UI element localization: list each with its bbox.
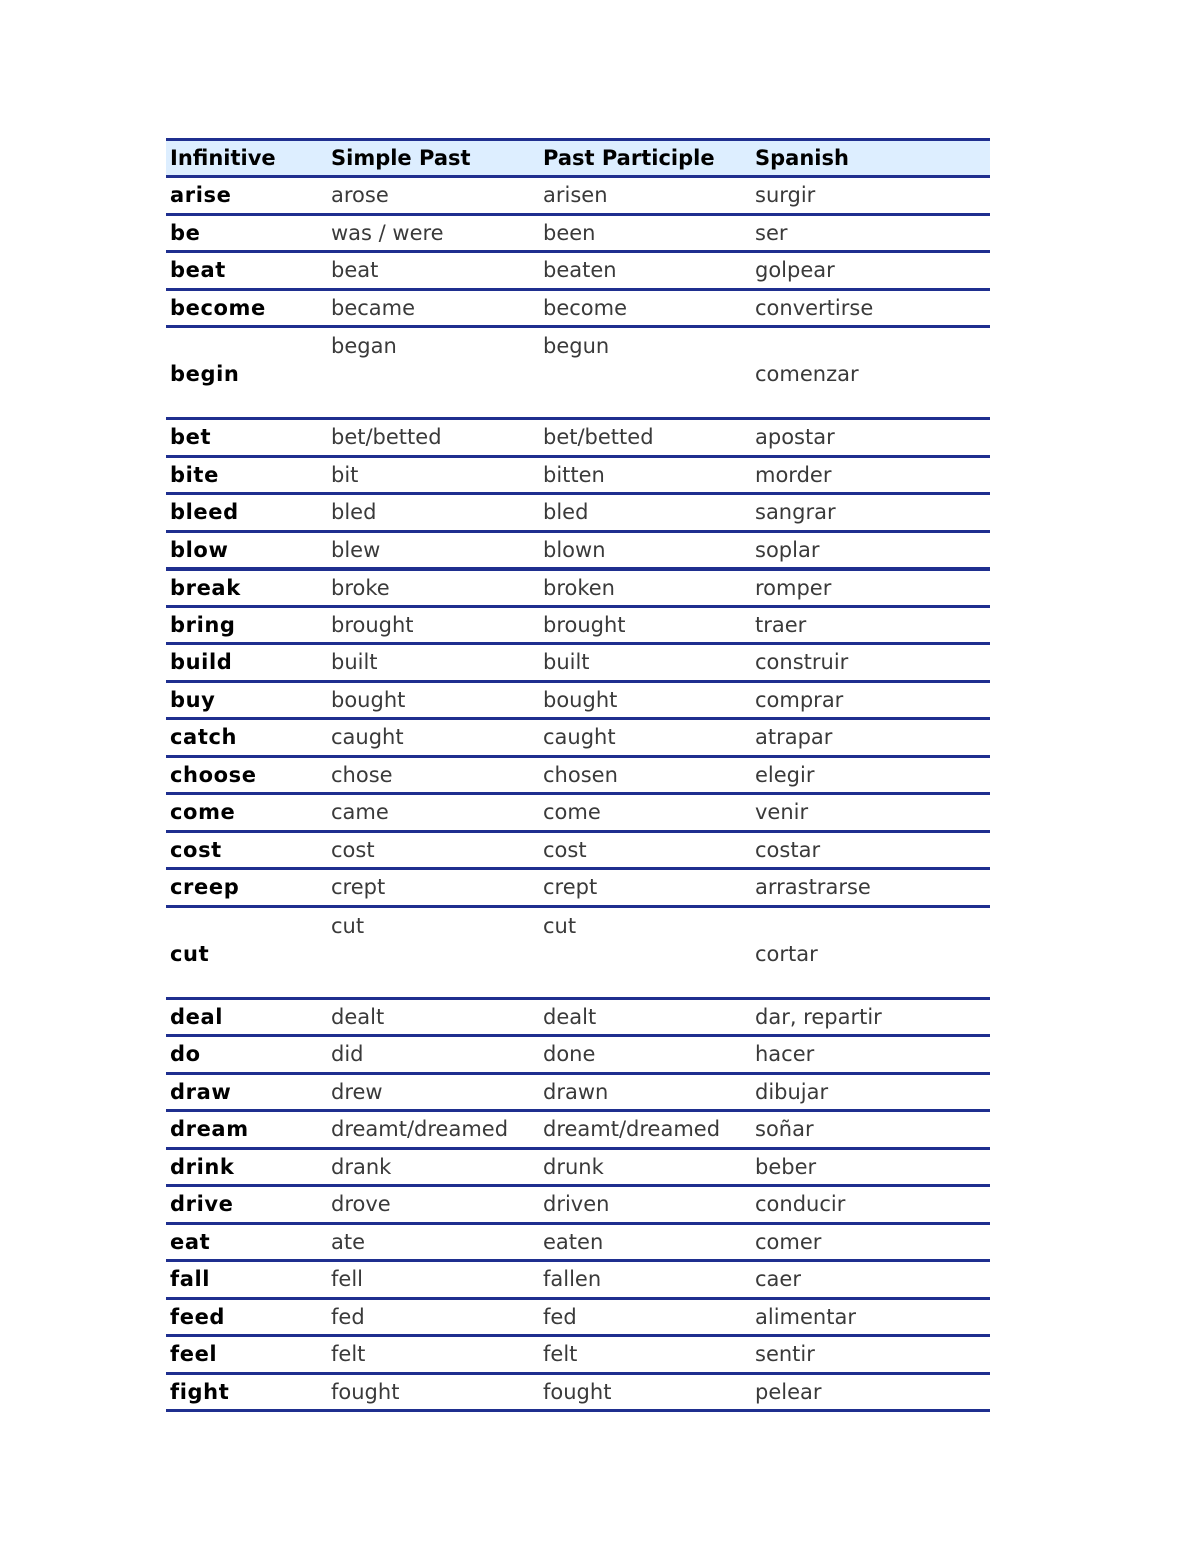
table-row (166, 252, 990, 290)
past-participle-cell: fed (539, 1298, 751, 1336)
simple-past-cell: built (327, 644, 539, 682)
simple-past-cell: began (327, 327, 539, 419)
infinitive-cell: catch (166, 719, 327, 757)
infinitive-cell: break (166, 569, 327, 607)
table-row (166, 1148, 990, 1186)
past-participle-cell: fallen (539, 1261, 751, 1299)
spanish-cell: ser (751, 214, 990, 252)
spanish-cell: dibujar (751, 1073, 990, 1111)
past-participle-cell: eaten (539, 1223, 751, 1261)
past-participle-cell: crept (539, 869, 751, 907)
spanish-cell: sangrar (751, 494, 990, 532)
simple-past-cell: crept (327, 869, 539, 907)
table-row (166, 719, 990, 757)
spanish-cell: comer (751, 1223, 990, 1261)
past-participle-cell: bitten (539, 456, 751, 494)
table-header (166, 140, 990, 177)
simple-past-cell: beat (327, 252, 539, 290)
infinitive-cell: arise (166, 177, 327, 215)
past-participle-cell: begun (539, 327, 751, 419)
simple-past-cell: became (327, 289, 539, 327)
infinitive-cell: fall (166, 1261, 327, 1299)
spanish-cell: apostar (751, 419, 990, 457)
simple-past-cell: blew (327, 531, 539, 569)
spanish-cell: cortar (751, 906, 990, 998)
spanish-cell: comenzar (751, 327, 990, 419)
spanish-cell: alimentar (751, 1298, 990, 1336)
spanish-cell: golpear (751, 252, 990, 290)
simple-past-cell: bet/betted (327, 419, 539, 457)
table-row (166, 756, 990, 794)
past-participle-cell: dreamt/dreamed (539, 1111, 751, 1149)
past-participle-cell: caught (539, 719, 751, 757)
infinitive-cell: draw (166, 1073, 327, 1111)
spanish-cell: romper (751, 569, 990, 607)
infinitive-cell: be (166, 214, 327, 252)
infinitive-cell: fight (166, 1373, 327, 1411)
infinitive-cell: deal (166, 998, 327, 1036)
simple-past-cell: drank (327, 1148, 539, 1186)
infinitive-cell: feel (166, 1336, 327, 1374)
header-row (166, 140, 990, 177)
irregular-verbs-table (166, 138, 990, 1412)
simple-past-cell: fell (327, 1261, 539, 1299)
spanish-cell: atrapar (751, 719, 990, 757)
past-participle-cell: dealt (539, 998, 751, 1036)
spanish-cell: venir (751, 794, 990, 832)
table-row (166, 1223, 990, 1261)
simple-past-cell: caught (327, 719, 539, 757)
table-row (166, 831, 990, 869)
table-row (166, 1261, 990, 1299)
header-past-participle: Past Participle (539, 140, 751, 177)
spanish-cell: convertirse (751, 289, 990, 327)
table-row (166, 177, 990, 215)
infinitive-cell: dream (166, 1111, 327, 1149)
table-row (166, 1073, 990, 1111)
simple-past-cell: chose (327, 756, 539, 794)
simple-past-cell: bought (327, 681, 539, 719)
table-row (166, 531, 990, 569)
spanish-cell: dar, repartir (751, 998, 990, 1036)
header-simple-past: Simple Past (327, 140, 539, 177)
past-participle-cell: bought (539, 681, 751, 719)
simple-past-cell: did (327, 1036, 539, 1074)
simple-past-cell: arose (327, 177, 539, 215)
spanish-cell: morder (751, 456, 990, 494)
simple-past-cell: felt (327, 1336, 539, 1374)
table-row (166, 214, 990, 252)
header-infinitive: Infinitive (166, 140, 327, 177)
infinitive-cell: creep (166, 869, 327, 907)
spanish-cell: comprar (751, 681, 990, 719)
table-row (166, 681, 990, 719)
table-row (166, 644, 990, 682)
infinitive-cell: build (166, 644, 327, 682)
past-participle-cell: cost (539, 831, 751, 869)
infinitive-cell: cut (166, 906, 327, 998)
past-participle-cell: bled (539, 494, 751, 532)
spanish-cell: hacer (751, 1036, 990, 1074)
simple-past-cell: fought (327, 1373, 539, 1411)
simple-past-cell: bled (327, 494, 539, 532)
infinitive-cell: feed (166, 1298, 327, 1336)
infinitive-cell: cost (166, 831, 327, 869)
infinitive-cell: come (166, 794, 327, 832)
table-row (166, 569, 990, 607)
table-row (166, 1186, 990, 1224)
past-participle-cell: beaten (539, 252, 751, 290)
past-participle-cell: cut (539, 906, 751, 998)
simple-past-cell: bit (327, 456, 539, 494)
table-row (166, 1373, 990, 1411)
simple-past-cell: ate (327, 1223, 539, 1261)
spanish-cell: surgir (751, 177, 990, 215)
table-row (166, 1111, 990, 1149)
table-body (166, 177, 990, 1411)
table-row (166, 419, 990, 457)
table-row (166, 289, 990, 327)
infinitive-cell: become (166, 289, 327, 327)
past-participle-cell: become (539, 289, 751, 327)
spanish-cell: sentir (751, 1336, 990, 1374)
spanish-cell: pelear (751, 1373, 990, 1411)
table-row (166, 998, 990, 1036)
past-participle-cell: driven (539, 1186, 751, 1224)
past-participle-cell: drunk (539, 1148, 751, 1186)
infinitive-cell: bet (166, 419, 327, 457)
spanish-cell: beber (751, 1148, 990, 1186)
spanish-cell: conducir (751, 1186, 990, 1224)
past-participle-cell: broken (539, 569, 751, 607)
simple-past-cell: cost (327, 831, 539, 869)
infinitive-cell: bite (166, 456, 327, 494)
past-participle-cell: bet/betted (539, 419, 751, 457)
infinitive-cell: bleed (166, 494, 327, 532)
past-participle-cell: been (539, 214, 751, 252)
table-row (166, 1336, 990, 1374)
simple-past-cell: broke (327, 569, 539, 607)
simple-past-cell: fed (327, 1298, 539, 1336)
spanish-cell: construir (751, 644, 990, 682)
spanish-cell: costar (751, 831, 990, 869)
infinitive-cell: blow (166, 531, 327, 569)
infinitive-cell: buy (166, 681, 327, 719)
infinitive-cell: drive (166, 1186, 327, 1224)
simple-past-cell: cut (327, 906, 539, 998)
spanish-cell: traer (751, 606, 990, 644)
spanish-cell: caer (751, 1261, 990, 1299)
table-row (166, 606, 990, 644)
simple-past-cell: came (327, 794, 539, 832)
spanish-cell: elegir (751, 756, 990, 794)
past-participle-cell: brought (539, 606, 751, 644)
table-row (166, 869, 990, 907)
past-participle-cell: arisen (539, 177, 751, 215)
simple-past-cell: was / were (327, 214, 539, 252)
infinitive-cell: choose (166, 756, 327, 794)
spanish-cell: soplar (751, 531, 990, 569)
table-row (166, 327, 990, 419)
past-participle-cell: built (539, 644, 751, 682)
simple-past-cell: drew (327, 1073, 539, 1111)
past-participle-cell: come (539, 794, 751, 832)
past-participle-cell: felt (539, 1336, 751, 1374)
header-spanish: Spanish (751, 140, 990, 177)
table-row (166, 494, 990, 532)
table-row (166, 1036, 990, 1074)
spanish-cell: arrastrarse (751, 869, 990, 907)
infinitive-cell: begin (166, 327, 327, 419)
table-row (166, 906, 990, 998)
table-row (166, 794, 990, 832)
simple-past-cell: brought (327, 606, 539, 644)
infinitive-cell: eat (166, 1223, 327, 1261)
past-participle-cell: done (539, 1036, 751, 1074)
simple-past-cell: dreamt/dreamed (327, 1111, 539, 1149)
table-row (166, 456, 990, 494)
simple-past-cell: drove (327, 1186, 539, 1224)
infinitive-cell: beat (166, 252, 327, 290)
past-participle-cell: chosen (539, 756, 751, 794)
infinitive-cell: bring (166, 606, 327, 644)
spanish-cell: soñar (751, 1111, 990, 1149)
past-participle-cell: fought (539, 1373, 751, 1411)
table-row (166, 1298, 990, 1336)
simple-past-cell: dealt (327, 998, 539, 1036)
infinitive-cell: drink (166, 1148, 327, 1186)
past-participle-cell: drawn (539, 1073, 751, 1111)
infinitive-cell: do (166, 1036, 327, 1074)
past-participle-cell: blown (539, 531, 751, 569)
